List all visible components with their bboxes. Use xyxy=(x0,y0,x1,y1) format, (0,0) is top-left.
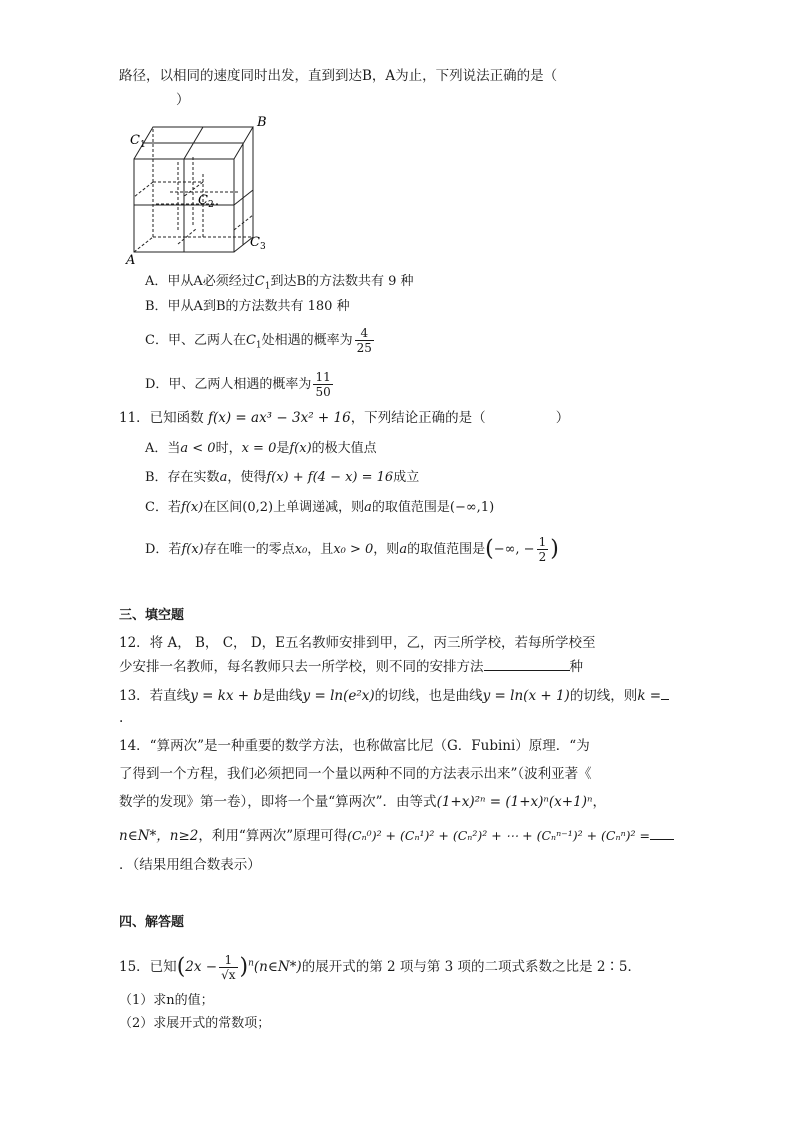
q11-option-b xyxy=(145,468,419,488)
q10-c-num: 4 xyxy=(355,326,374,341)
intro-text-1: 路径，以相同的速度同时出发，直到到达B，A为止，下列说法正确的是（ xyxy=(119,68,558,84)
q11-d-mid4: 的取值范围是 xyxy=(407,542,486,557)
q10-c-prefix: C．甲、乙两人在 xyxy=(145,333,246,348)
q12-text-1: 12．将 A， B， C， D，E五名教师安排到甲，乙，丙三所学校，若每所学校至 xyxy=(119,635,596,651)
q11-c-mid2: 上单调递减，则 xyxy=(273,500,365,515)
q15-paren-open: ( xyxy=(176,954,186,980)
q11-d-cond: x₀ > 0 xyxy=(333,542,374,557)
q10-option-b xyxy=(145,297,350,317)
q11-d-paren-close: ) xyxy=(550,536,559,562)
q10-d-num: 11 xyxy=(315,370,331,384)
vertex-label-b: B xyxy=(257,115,267,130)
q15-condition: (n∈N*) xyxy=(253,959,302,975)
q12-line2 xyxy=(119,657,583,677)
q11-option-c xyxy=(145,498,494,518)
q14-identity: (1+x)²ⁿ = (1+x)ⁿ(x+1)ⁿ xyxy=(436,794,593,810)
q11-d-fraction xyxy=(537,535,549,564)
q10-a-prefix: A．甲从A必须经过 xyxy=(145,274,255,289)
question-intro-line2 xyxy=(176,90,190,110)
q11-function: f(x) = ax³ − 3x² + 16 xyxy=(207,410,351,426)
q11-d-num: 1 xyxy=(538,535,547,549)
q11-a-fx: f(x) xyxy=(289,441,312,456)
q11-close: ） xyxy=(555,410,570,426)
cube-grid-diagram xyxy=(118,112,283,267)
q11-d-mid3: ，则 xyxy=(373,542,400,557)
q10-d-fraction xyxy=(313,370,332,399)
q10-b-text: B．甲从A到B的方法数共有 180 种 xyxy=(145,299,350,314)
q11-option-a xyxy=(145,439,377,459)
q10-c-den: 25 xyxy=(356,341,372,355)
q14-condition: n∈N*，n≥2 xyxy=(119,828,199,844)
q11-d-paren-open: ( xyxy=(485,536,494,562)
q14-line3 xyxy=(119,792,606,812)
q12-line1 xyxy=(119,633,596,653)
q13-mid1: 是曲线 xyxy=(262,688,303,704)
section-title-fill-blank: 三、填空题 xyxy=(119,608,185,623)
q11-c-fx: f(x) xyxy=(180,500,204,515)
section-title-solution: 四、解答题 xyxy=(119,915,185,930)
q10-c-fraction xyxy=(355,326,374,355)
q11-d-a: a xyxy=(399,542,408,557)
q11-a-cond: a < 0 xyxy=(180,441,216,456)
q15-fraction xyxy=(219,953,237,982)
q11-a-mid2: 是 xyxy=(276,441,290,456)
q15-exponent: n xyxy=(248,958,254,969)
q11-d-fx: f(x) xyxy=(181,542,204,557)
q15-pre: 15．已知 xyxy=(119,959,177,975)
q14-line1 xyxy=(119,736,590,756)
q10-d-prefix: D．甲、乙两人相遇的概率为 xyxy=(145,377,312,392)
q11-a-end: 的极大值点 xyxy=(311,441,377,456)
q13-curve2: y = ln(x + 1) xyxy=(482,688,570,704)
q11-d-mid1: 存在唯一的零点 xyxy=(203,542,295,557)
vertex-label-a: A xyxy=(126,253,136,267)
q10-d-den: 50 xyxy=(315,385,331,399)
q11-c-a: a xyxy=(364,500,372,515)
q13-k: k = xyxy=(637,688,662,704)
q11-d-mid2: ，且 xyxy=(307,542,334,557)
q14-text-1: 14．“算两次”是一种重要的数学方法，也称做富比尼（G．Fubini）原理．“为 xyxy=(119,738,590,754)
vertex-label-c1-sub: 1 xyxy=(140,140,146,150)
q15-num: 1 xyxy=(219,953,237,968)
q11-option-d xyxy=(145,535,559,564)
q14-line5 xyxy=(119,855,261,875)
vertex-label-c2-sub: 2 xyxy=(208,200,214,210)
q10-a-c: C xyxy=(254,274,265,289)
q15-post: 的展开式的第 2 项与第 3 项的二项式系数之比是 2∶5． xyxy=(301,959,642,975)
q11-c-pre: C．若 xyxy=(145,500,181,515)
q12-answer-blank[interactable] xyxy=(484,658,570,671)
intro-text-2: ） xyxy=(176,92,190,108)
q14-text-3-end: ， xyxy=(592,794,606,810)
q10-a-suffix: 到达B的方法数共有 9 种 xyxy=(270,274,414,289)
q14-text-5: ．（结果用组合数表示） xyxy=(119,857,261,873)
q11-d-den: 2 xyxy=(538,550,547,564)
q15-expr-a: 2x − xyxy=(185,959,218,975)
vertex-label-c3-sub: 3 xyxy=(260,242,266,252)
q14-line2 xyxy=(119,764,592,784)
q10-option-a xyxy=(145,272,414,297)
q12-text-3: 种 xyxy=(569,659,583,675)
q12-text-2: 少安排一名教师，每名教师只去一所学校，则不同的安排方法 xyxy=(119,659,484,675)
q10-a-csub: 1 xyxy=(264,281,271,292)
q11-b-a: a xyxy=(219,470,228,485)
q11-d-pre: D．若 xyxy=(145,542,182,557)
q11-d-x0: x₀ xyxy=(294,542,308,557)
q14-text-3: 数学的发现》第一卷），即将一个量“算两次”．由等式 xyxy=(119,794,437,810)
q13-mid3: 的切线，则 xyxy=(569,688,638,704)
q13-answer-blank[interactable] xyxy=(661,687,669,700)
q11-c-interval: (0,2) xyxy=(242,500,274,515)
q11-b-pre: B．存在实数 xyxy=(145,470,220,485)
q11-b-eq: f(x) + f(4 − x) = 16 xyxy=(266,470,394,485)
q13-line2 xyxy=(119,708,123,728)
q11-c-mid1: 在区间 xyxy=(203,500,243,515)
q10-c-csub: 1 xyxy=(255,340,262,351)
q11-a-pre: A．当 xyxy=(145,441,181,456)
q14-answer-blank[interactable] xyxy=(650,827,674,840)
q10-c-suffix: 处相遇的概率为 xyxy=(261,333,353,348)
q15-paren-close: ) xyxy=(239,954,249,980)
q11-b-mid: ，使得 xyxy=(227,470,267,485)
q10-option-d xyxy=(145,370,335,399)
q13-line1 xyxy=(119,686,669,706)
q13-curve1: y = ln(e²x) xyxy=(302,688,375,704)
q11-c-mid3: 的取值范围是 xyxy=(371,500,450,515)
q10-option-c xyxy=(145,326,376,356)
vertex-label-c1: C xyxy=(130,133,140,148)
question-intro-line1 xyxy=(119,66,557,86)
q11-c-range: (−∞,1) xyxy=(449,500,495,515)
q14-text-2: 了得到一个方程，我们必须把同一个量以两种不同的方法表示出来”（波利亚著《 xyxy=(119,766,592,782)
q11-a-x: x = 0 xyxy=(241,441,277,456)
q11-a-mid1: 时， xyxy=(215,441,242,456)
q11-prefix: 11．已知函数 xyxy=(119,410,204,426)
q13-pre: 13．若直线 xyxy=(119,688,191,704)
q13-mid2: 的切线，也是曲线 xyxy=(374,688,483,704)
q11-b-end: 成立 xyxy=(393,470,420,485)
q10-c-c: C xyxy=(245,333,256,348)
q14-line4 xyxy=(119,826,674,846)
q15-den: √x xyxy=(221,968,236,982)
q11-stem xyxy=(119,408,569,428)
q15-sub2-text: （2）求展开式的常数项； xyxy=(119,1016,271,1031)
q11-suffix: ，下列结论正确的是（ xyxy=(350,410,486,426)
vertex-label-c3: C xyxy=(250,235,260,250)
q15-stem xyxy=(119,953,641,982)
q13-line-eq: y = kx + b xyxy=(190,688,263,704)
q15-sub2 xyxy=(119,1014,270,1034)
q15-sub1 xyxy=(119,991,214,1011)
q11-d-range-pre: −∞, − xyxy=(493,542,535,557)
vertex-label-c2: C xyxy=(198,193,208,208)
q14-sum-expression: (Cₙ⁰)² + (Cₙ¹)² + (Cₙ²)² + ⋯ + (Cₙⁿ⁻¹)² + (Cₙⁿ)² = xyxy=(347,828,650,843)
q14-text-4: ，利用“算两次”原理可得 xyxy=(198,828,348,844)
q15-sub1-text: （1）求n的值； xyxy=(119,993,214,1008)
q13-dot: . xyxy=(119,710,124,726)
